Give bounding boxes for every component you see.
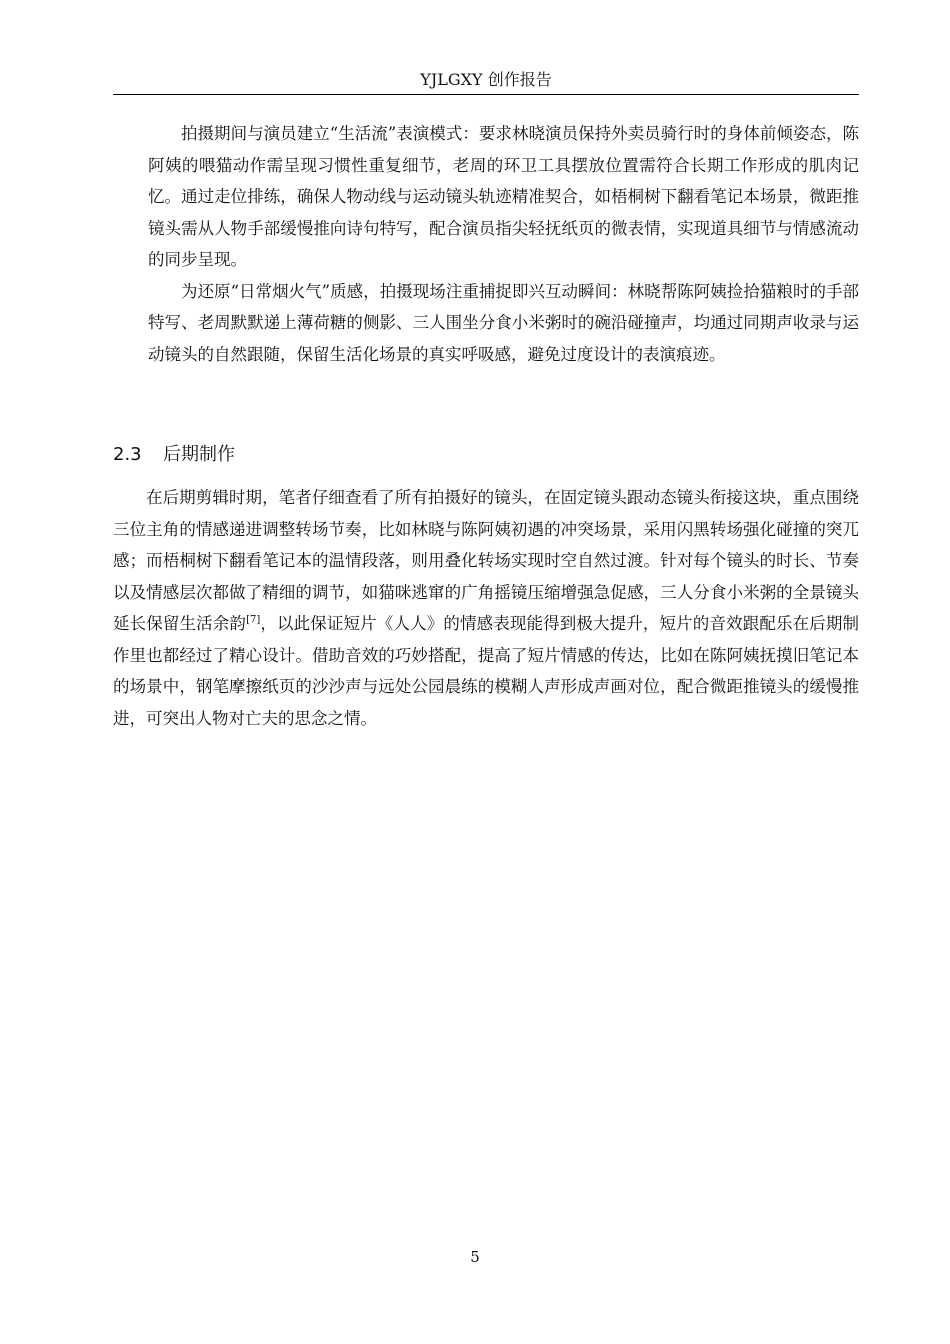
paragraph-performance-mode: 拍摄期间与演员建立“生活流”表演模式：要求林晓演员保持外卖员骑行时的身体前倾姿态，陈阿姨的喂猫动作需呈现习惯性重复细节，老周的环卫工具摆放位置需符合长期工作形成的肌肉记忆。通过走位排练，确保人物动线与运动镜头轨迹精准契合，如梧桐树下翻看笔记本场景，微距推镜头需从人物手部缓慢推向诗句特写，配合演员指尖轻抚纸页的微表情，实现道具细节与情感流动的同步呈现。 bbox=[148, 124, 859, 269]
page-header bbox=[113, 70, 859, 95]
post-production-text-part2: ，以此保证短片《人人》的情感表现能得到极大提升，短片的音效跟配乐在后期制作里也都经过了精心设计。借助音效的巧妙搭配，提高了短片情感的传达，比如在陈阿姨抚摸旧笔记本的场景中，钢笔摩擦纸页的沙沙声与远处公园晨练的模糊人声形成声画对位，配合微距推镜头的缓慢推进，可突出人物对亡夫的思念之情。 bbox=[113, 614, 860, 728]
paragraph-daily-life-texture: 为还原“日常烟火气”质感，拍摄现场注重捕捉即兴互动瞬间：林晓帮陈阿姨捡拾猫粮时的手部特写、老周默默递上薄荷糖的侧影、三人围坐分食小米粥时的碗沿碰撞声，均通过同期声收录与运动镜头的自然跟随，保留生活化场景的真实呼吸感，避免过度设计的表演痕迹。 bbox=[148, 281, 859, 364]
section-heading bbox=[113, 441, 235, 469]
header-title: YJLGXY 创作报告 bbox=[420, 70, 552, 89]
paragraph-post-production bbox=[113, 482, 859, 734]
section-number: 2.3 bbox=[113, 444, 142, 465]
section-body bbox=[113, 482, 859, 734]
body-text-top bbox=[148, 118, 859, 370]
post-production-text-part1: 在后期剪辑时期，笔者仔细查看了所有拍摄好的镜头，在固定镜头跟动态镜头衔接这块，重点围绕三位主角的情感递进调整转场节奏，比如林晓与陈阿姨初遇的冲突场景，采用闪黑转场强化碰撞的突兀感；而梧桐树下翻看笔记本的温情段落，则用叠化转场实现时空自然过渡。针对每个镜头的时长、节奏以及情感层次都做了精细的调节，如猫咪逃窜的广角摇镜压缩增强急促感，三人分食小米粥的全景镜头延长保留生活余韵 bbox=[113, 488, 859, 633]
section-title: 后期制作 bbox=[163, 444, 235, 465]
citation-marker: [7] bbox=[246, 614, 261, 626]
page-number: 5 bbox=[470, 1248, 480, 1266]
